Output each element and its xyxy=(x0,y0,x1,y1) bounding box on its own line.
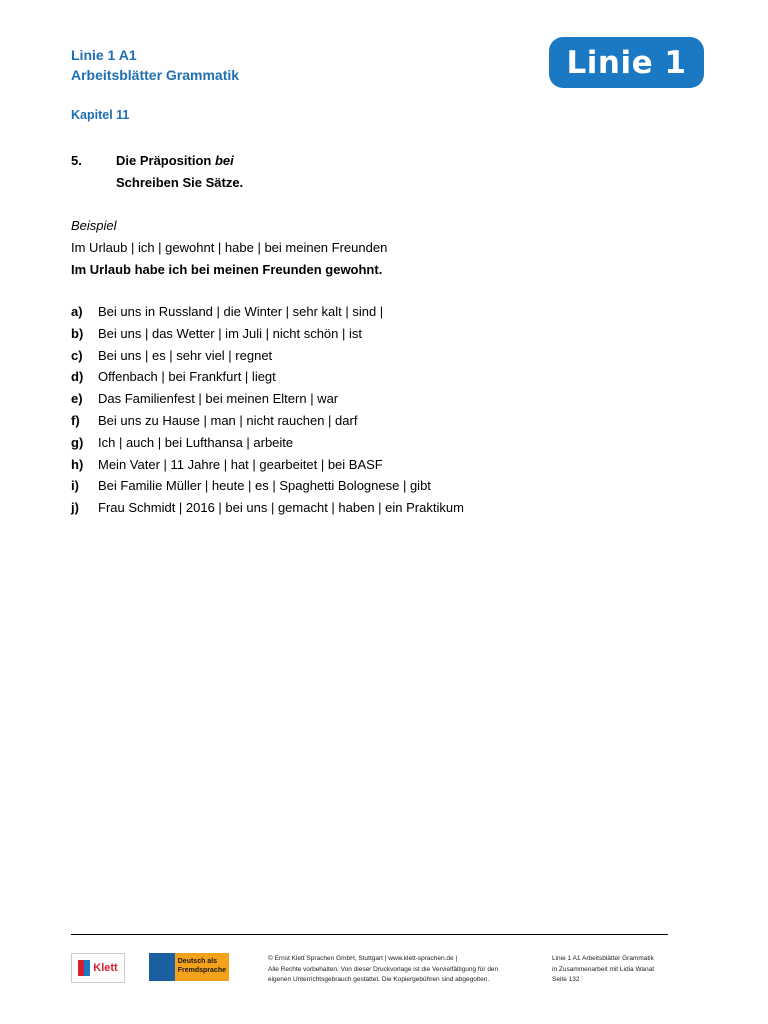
item-text: Ich | auch | bei Lufthansa | arbeite xyxy=(98,434,294,450)
item-letter: c) xyxy=(71,347,83,363)
credits-line-2: in Zusammenarbeit mit Lidia Wanat xyxy=(552,965,654,973)
item-letter: h) xyxy=(71,456,84,472)
exercise-title-italic: bei xyxy=(214,153,234,168)
item-text: Bei uns zu Hause | man | nicht rauchen | darf xyxy=(98,412,358,428)
copyright-notice xyxy=(268,954,498,986)
page-number: Seite 132 xyxy=(552,976,580,983)
list-item xyxy=(71,410,464,432)
daf-logo-block xyxy=(149,953,175,981)
page-credits xyxy=(552,954,654,986)
footer-divider xyxy=(71,934,668,935)
list-item xyxy=(71,345,464,367)
item-letter: i) xyxy=(71,478,79,494)
daf-logo xyxy=(149,953,229,981)
list-item xyxy=(71,432,464,454)
item-text: Mein Vater | 11 Jahre | hat | gearbeitet | bei BASF xyxy=(98,456,383,472)
klett-logo-text: Klett xyxy=(93,962,118,974)
credits-line-1: Linie 1 A1 Arbeitsblätter Grammatik xyxy=(552,955,654,962)
example-prompt: Im Urlaub | ich | gewohnt | habe | bei meinen Freunden xyxy=(71,240,388,255)
copyright-line-1: © Ernst Klett Sprachen GmbH, Stuttgart | www.klett-sprachen.de | xyxy=(268,955,458,962)
list-item xyxy=(71,301,464,323)
list-item xyxy=(71,323,464,345)
item-text: Frau Schmidt | 2016 | bei uns | gemacht | haben | ein Praktikum xyxy=(98,500,464,516)
item-text: Offenbach | bei Frankfurt | liegt xyxy=(98,369,276,385)
item-text: Bei uns in Russland | die Winter | sehr kalt | sind | xyxy=(98,304,384,319)
copyright-line-2: Alle Rechte vorbehalten. Von dieser Druckvorlage ist die Vervielfältigung für den xyxy=(268,965,499,973)
document-header xyxy=(71,45,239,85)
exercise-instruction: Schreiben Sie Sätze. xyxy=(116,175,244,190)
list-item xyxy=(71,497,464,519)
item-letter: b) xyxy=(71,325,84,341)
list-item xyxy=(71,475,464,497)
daf-line-2: Fremdsprache xyxy=(177,967,226,974)
exercise-title-text: Die Präposition xyxy=(116,153,215,168)
copyright-line-3: eigenen Unterrichtsgebrauch gestattet. Die Kopiergebühren sind abgegolten. xyxy=(268,976,490,983)
item-text: Bei uns | es | sehr viel | regnet xyxy=(98,347,273,363)
exercise-number: 5. xyxy=(71,153,82,168)
list-item xyxy=(71,366,464,388)
item-letter: j) xyxy=(71,500,79,516)
linie1-logo: Linie 1 xyxy=(549,37,704,88)
example-label: Beispiel xyxy=(71,218,117,233)
chapter-heading: Kapitel 11 xyxy=(71,108,130,122)
course-title: Linie 1 A1 xyxy=(71,47,137,63)
item-letter: g) xyxy=(71,434,84,450)
item-letter: e) xyxy=(71,391,83,407)
exercise-title xyxy=(116,150,243,172)
list-item xyxy=(71,388,464,410)
item-text: Bei Familie Müller | heute | es | Spaghetti Bolognese | gibt xyxy=(98,478,431,494)
item-letter: f) xyxy=(71,412,80,428)
list-item xyxy=(71,454,464,476)
item-letter: d) xyxy=(71,369,84,385)
item-text: Bei uns | das Wetter | im Juli | nicht schön | ist xyxy=(98,325,362,341)
daf-line-1: Deutsch als xyxy=(177,958,218,965)
example-block xyxy=(71,215,387,281)
item-text: Das Familienfest | bei meinen Eltern | war xyxy=(98,391,339,407)
item-letter: a) xyxy=(71,304,83,319)
daf-logo-text xyxy=(175,953,229,981)
example-answer: Im Urlaub habe ich bei meinen Freunden gewohnt. xyxy=(71,262,383,277)
klett-mark-icon xyxy=(78,960,90,976)
exercise-list xyxy=(71,301,464,519)
klett-logo xyxy=(71,953,125,983)
worksheet-title: Arbeitsblätter Grammatik xyxy=(71,67,240,83)
